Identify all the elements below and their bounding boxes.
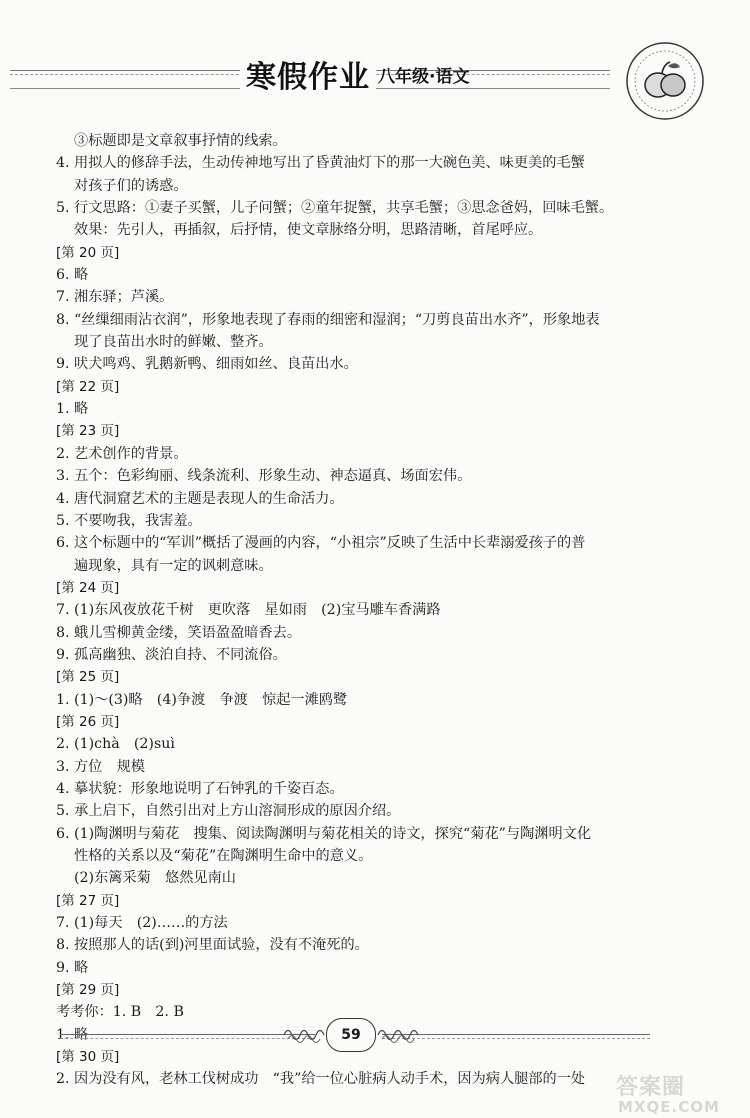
answer-line: (2)东篱采菊 悠然见南山 xyxy=(74,870,236,887)
watermark-text: 答案圈 xyxy=(616,1075,686,1100)
answer-line: 8. “丝缫细雨沾衣润”，形象地表现了春雨的细密和湿润；“刀剪良苗出水齐”，形象地表 xyxy=(56,311,600,328)
site-watermark xyxy=(612,1070,746,1116)
footer-rule-left xyxy=(60,1034,315,1035)
answer-line: 2. 艺术创作的背景。 xyxy=(56,445,188,462)
answer-line: 8. 按照那人的话(到)河里面试验，没有不淹死的。 xyxy=(56,937,369,954)
wave-ornament-icon xyxy=(282,1024,326,1046)
answer-line: 9. 略 xyxy=(56,959,89,976)
page-footer xyxy=(0,1010,750,1070)
answer-text xyxy=(56,130,676,1091)
answer-line: 9. 孤高幽独、淡泊自持、不同流俗。 xyxy=(56,646,287,663)
page-reference: [第 30 页] xyxy=(56,1049,120,1066)
page-reference: [第 23 页] xyxy=(56,423,120,440)
answer-line: 1. (1)～(3)略 (4)争渡 争渡 惊起一滩鸥鹭 xyxy=(56,691,348,708)
answer-line: 2. 因为没有风，老林工伐树成功 “我”给一位心脏病人动手术，因为病人腿部的一处 xyxy=(56,1071,586,1088)
page-reference: [第 29 页] xyxy=(56,982,120,999)
answer-line: 考考你：1. B 2. B xyxy=(56,1004,184,1021)
watermark-domain: MXQE.COM xyxy=(618,1098,720,1116)
answer-line: 对孩子们的诱惑。 xyxy=(74,177,188,194)
answer-line: 4. 用拟人的修辞手法，生动传神地写出了昏黄油灯下的那一大碗色美、味更美的毛蟹 xyxy=(56,155,585,172)
apple-stamp-icon xyxy=(624,40,706,122)
answer-line: 6. (1)陶渊明与菊花 搜集、阅读陶渊明与菊花相关的诗文，探究“菊花”与陶渊明文化 xyxy=(56,825,592,842)
answer-line: 5. 不要吻我，我害羞。 xyxy=(56,512,202,529)
page-reference: [第 25 页] xyxy=(56,669,120,686)
page-reference: [第 24 页] xyxy=(56,579,120,596)
answer-line: 6. 略 xyxy=(56,267,89,284)
answer-line: ③标题即是文章叙事抒情的线索。 xyxy=(74,133,287,149)
answer-line: 1. 略 xyxy=(56,1026,89,1043)
page-reference: [第 20 页] xyxy=(56,244,120,261)
page-header xyxy=(0,0,750,118)
answer-line: 4. 摹状貌：形象地说明了石钟乳的千姿百态。 xyxy=(56,780,344,797)
answer-line: 3. 方位 规模 xyxy=(56,758,145,775)
answer-line: 效果：先引人，再插叙，后抒情，使文章脉络分明，思路清晰，首尾呼应。 xyxy=(74,222,543,239)
page-reference: [第 22 页] xyxy=(56,378,120,395)
footer-rule-right-dashed xyxy=(382,1038,650,1039)
answer-line: 9. 吠犬鸣鸡、乳鹅新鸭、细雨如丝、良苗出水。 xyxy=(56,356,358,373)
answer-line: 4. 唐代洞窟艺术的主题是表现人的生命活力。 xyxy=(56,490,344,507)
answer-line: 6. 这个标题中的“军训”概括了漫画的内容，“小祖宗”反映了生活中长辈溺爱孩子的普 xyxy=(56,535,586,552)
footer-rule-right xyxy=(382,1034,650,1035)
wave-ornament-icon xyxy=(376,1024,420,1046)
answer-line: 5. 行文思路：①妻子买蟹，儿子问蟹；②童年捉蟹，共享毛蟹；③思念爸妈，回味毛蟹。 xyxy=(56,200,614,217)
answer-line: 7. (1)东风夜放花千树 更吹落 星如雨 (2)宝马雕车香满路 xyxy=(56,602,441,619)
answer-line: 遍现象，具有一定的讽刺意味。 xyxy=(74,557,273,574)
book-subtitle: 八年级·语文 xyxy=(378,67,470,87)
answer-line: 性格的关系以及“菊花”在陶渊明生命中的意义。 xyxy=(74,848,373,864)
answer-line: 3. 五个：色彩绚丽、线条流利、形象生动、神态逼真、场面宏伟。 xyxy=(56,468,472,485)
answer-line: 5. 承上启下，自然引出对上方山溶洞形成的原因介绍。 xyxy=(56,803,401,820)
answer-line: 7. 湘东驿；芦溪。 xyxy=(56,289,174,306)
page-reference: [第 27 页] xyxy=(56,892,120,909)
answer-line: 8. 蛾儿雪柳黄金缕，笑语盈盈暗香去。 xyxy=(56,624,302,641)
footer-rule-left-dashed xyxy=(60,1038,315,1039)
answer-line: 1. 略 xyxy=(56,401,89,418)
answer-line: 7. (1)每天 (2)……的方法 xyxy=(56,915,228,932)
book-title: 寒假作业 xyxy=(240,52,376,96)
page-number: 59 xyxy=(326,1018,376,1052)
answer-line: 2. (1)chà (2)suì xyxy=(56,736,175,753)
answer-line: 现了良苗出水时的鲜嫩、整齐。 xyxy=(74,334,273,351)
page-reference: [第 26 页] xyxy=(56,713,120,730)
